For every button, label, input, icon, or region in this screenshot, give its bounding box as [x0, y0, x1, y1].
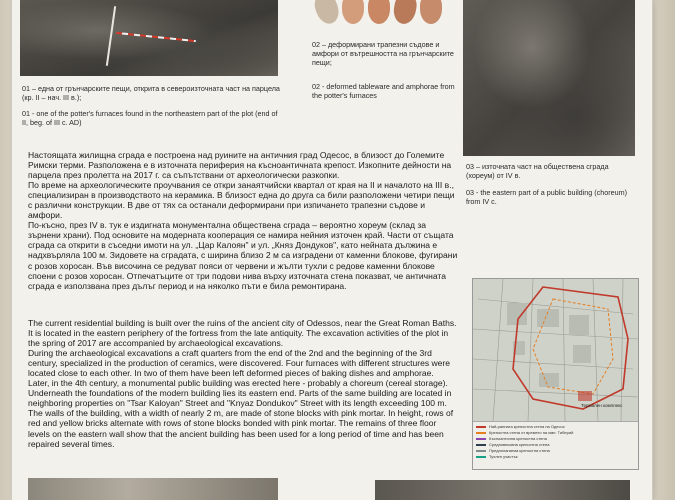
legend-row — [476, 454, 635, 460]
paragraph-bg-3: По-късно, през IV в. тук е издигната монументална обществена сграда – вероятно хореум (склад за зърнени храни). Под основите на модерната кооперация се намира нейния източен край. Части от същата сграда са открити в съседни имоти на ул. „Цар Калоян" и ул. „Княз Дондуков", като нейната дължина е надхвърляла 100 м. Зидовете на сградата, с ширина близо 2 м са изградени от каменни блокове, фугирани с розов хоросан. Във височина се редуват пояси от червени и жълти тухли с редове каменни блокове споени с розов хоросан. Отпечатъците от три подови нива върху източната стена показват, че античната сграда е използвана през дълъг период и на няколко пъти е била ремонтирана. — [28, 220, 458, 291]
paragraph-en-1: The current residential building is built over the ruins of the ancient city of Odessos, near the Great Roman Baths. It is located in the eastern periphery of the fortress from the late antiquity. The excavation activities of the plot in the spring of 2017 are accompanied by archaeological excavations. — [28, 318, 457, 349]
paragraph-en-3: Later, in the 4th century, a monumental public building was erected here - probably a choreum (cereal storage). Underneath the foundations of the modern building lies its eastern end. Parts of the same building are located in neighboring properties on "Tsar Kaloyan" Street and "Knyaz Dondukov" Street with its length exceeding 100 m. The walls of the building, with a width of nearly 2 m, are made of stone blocks with pink mortar. In height, rows of red and yellow bricks alternate with rows of stone blocks bonded with pink mortar. The remains of three floor levels on the eastern wall show that the ancient building has been used for a long period of time and has been repaired several times. — [28, 378, 454, 449]
caption-photo-3-bg: 03 – източната част на обществена сграда (хореум) от IV в. — [466, 162, 609, 180]
map-legend — [473, 421, 638, 469]
legend-text: Средновековна крепостна стена — [489, 442, 550, 447]
legend-text: Предполагаема крепостна стена — [489, 448, 550, 453]
amphora-1 — [312, 0, 342, 26]
caption-photo-2-en: 02 - deformed tableware and amphorae from the potter's furnaces — [312, 82, 455, 100]
measuring-rod — [106, 6, 116, 66]
legend-text: Крепостна стена от времето на имп. Тиберий — [489, 430, 574, 435]
legend-text: Късноантична крепостна стена — [489, 436, 547, 441]
paragraph-bg-1: Настоящата жилищна сграда е построена над руините на античния град Одесос, в близост до Големите Римски терми. Разположена е в източната периферия на късноантичната крепост. Изкопните дейности на парцела през пролетта на 2017 г. са съпътствани от археологически разкопки. — [28, 150, 452, 181]
legend-text: Най-ранната крепостна стена на Одесос — [489, 424, 565, 429]
caption-photo-1-bg: 01 – една от грънчарските пещи, открита в североизточната част на парцела (кр. II – нач. III в.); — [22, 84, 280, 102]
city-map — [472, 278, 639, 470]
paragraph-en-2: During the archaeological excavations a craft quarters from the end of the 2nd and the beginning of the 3rd century, specialized in the production of ceramics, were discovered. Four furnaces with different structures were located close to each other. In two of them have been left deformed pieces of baking dishes and amphorae. — [28, 348, 450, 379]
photo-deformed-amphorae — [312, 0, 452, 26]
photo-bottom-left — [28, 478, 278, 500]
legend-text: Тухлен участък — [489, 454, 518, 459]
caption-photo-3-en: 03 - the eastern part of a public building (choreum) from IV c. — [466, 188, 628, 206]
photo-potter-furnace — [20, 0, 278, 76]
text-block-english — [28, 318, 460, 449]
map-label: Термален комплекс — [581, 403, 623, 408]
amphora-4 — [392, 0, 419, 26]
amphora-5 — [420, 0, 442, 24]
amphora-3 — [368, 0, 390, 24]
text-block-bulgarian — [28, 150, 460, 291]
paragraph-bg-2: По време на археологическите проучвания се откри занаятчийски квартал от края на II и началото на III в., специализиран в производството на керамика. В близост една до друга са били разположени четири пещи с различни конструкции. В две от тях са останали деформирани при изпичането трапезни съдове и амфори. — [28, 180, 455, 221]
amphora-2 — [342, 0, 364, 24]
caption-photo-2-bg: 02 – деформирани трапезни съдове и амфори от вътрешността на грънчарските пещи; — [312, 40, 454, 67]
measuring-tape — [116, 32, 196, 42]
photo-bottom-right — [375, 480, 630, 500]
photo-choreum-east — [463, 0, 635, 156]
caption-photo-1-en: 01 - one of the potter's furnaces found in the northeastern part of the plot (end of II, beg. of III c. AD) — [22, 109, 278, 127]
map-marker — [578, 391, 592, 401]
